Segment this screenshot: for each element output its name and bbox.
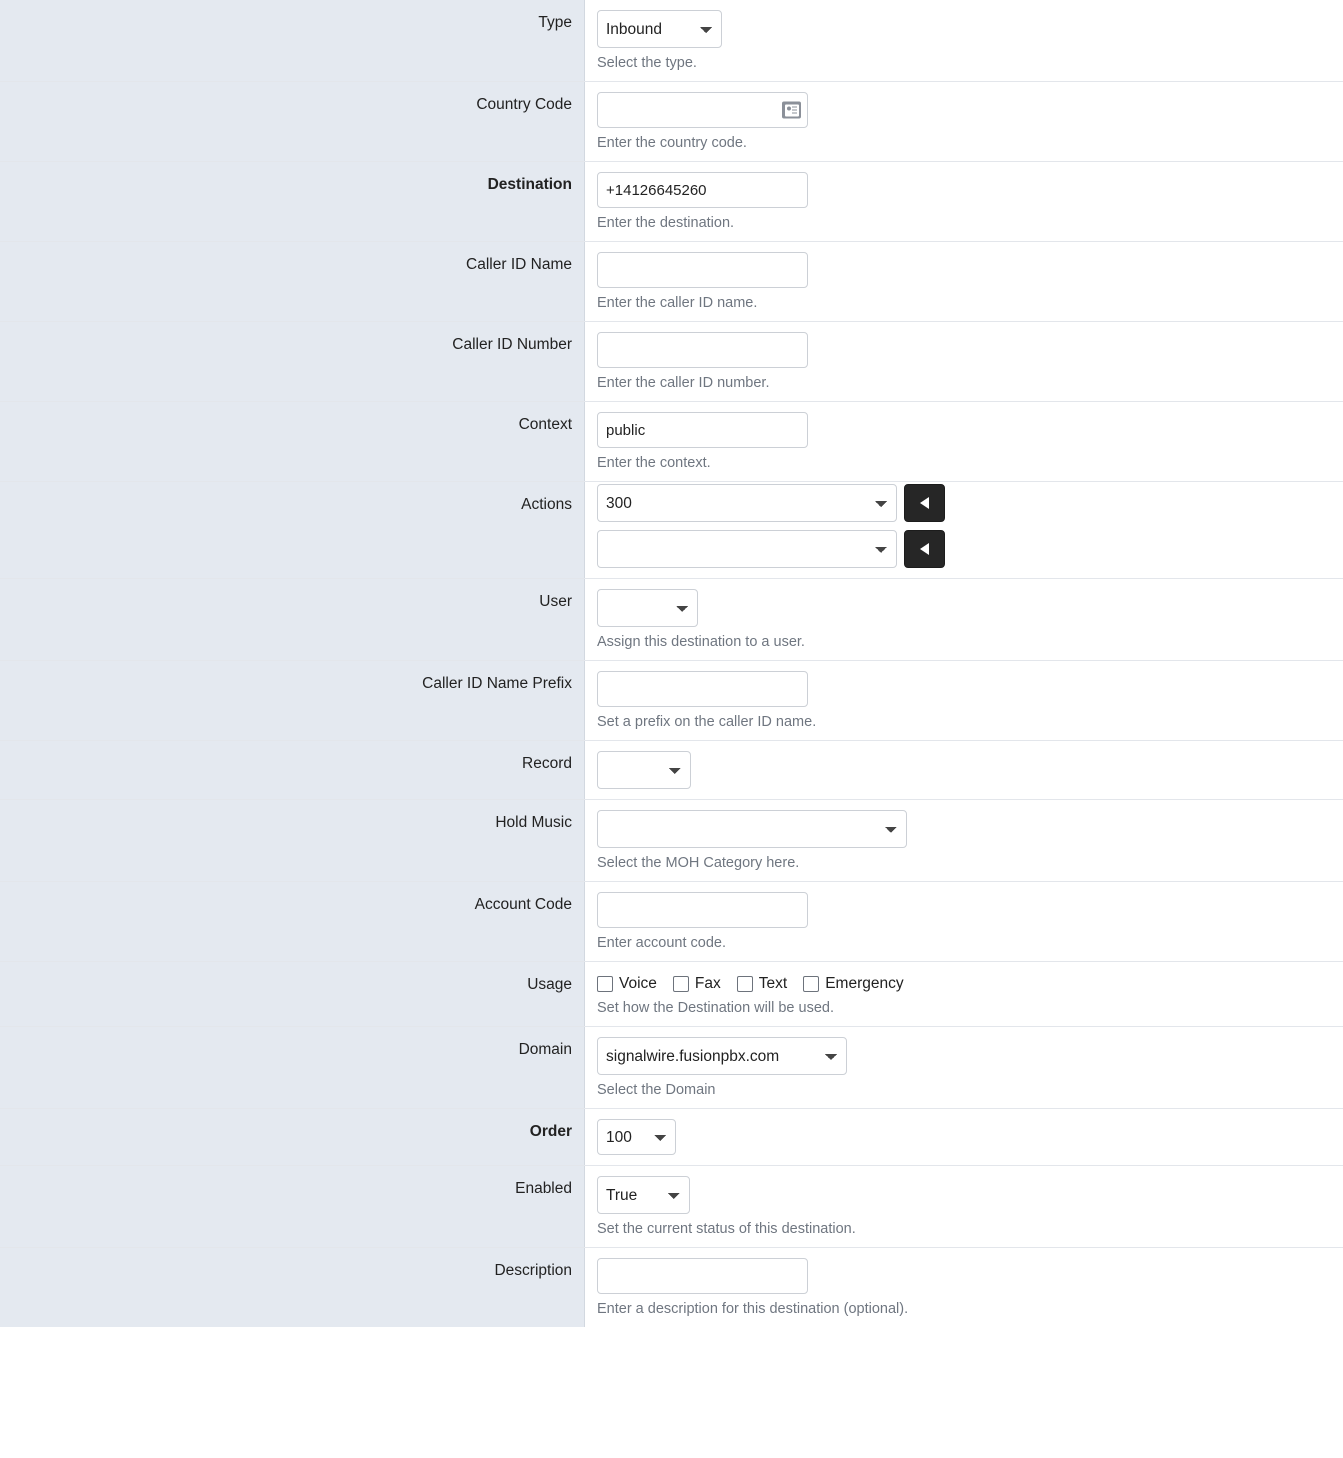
form-row-enabled [0, 1166, 1343, 1248]
usage-emergency-checkbox[interactable] [803, 976, 819, 992]
context-input[interactable] [597, 412, 808, 448]
label-user: User [0, 579, 585, 660]
label-caller-id-number: Caller ID Number [0, 322, 585, 401]
action-select-2[interactable] [597, 530, 897, 568]
hint-description: Enter a description for this destination (optional). [597, 1301, 909, 1317]
form-row-destination [0, 162, 1343, 242]
form-row-record [0, 741, 1343, 800]
country-code-input[interactable] [597, 92, 808, 128]
hint-country-code: Enter the country code. [597, 135, 747, 151]
form-row-account-code [0, 882, 1343, 962]
field-enabled [585, 1166, 1343, 1247]
label-enabled: Enabled [0, 1166, 585, 1247]
form-row-caller-id-number [0, 322, 1343, 402]
enabled-select[interactable] [597, 1176, 690, 1214]
hint-caller-id-number: Enter the caller ID number. [597, 375, 770, 391]
form-row-user [0, 579, 1343, 661]
field-country-code [585, 82, 1343, 161]
form-row-hold-music [0, 800, 1343, 882]
caller-id-number-input[interactable] [597, 332, 808, 368]
action-row-2 [597, 530, 1343, 568]
label-account-code: Account Code [0, 882, 585, 961]
label-description: Description [0, 1248, 585, 1327]
field-type [585, 0, 1343, 81]
field-caller-id-number [585, 322, 1343, 401]
user-select[interactable] [597, 589, 698, 627]
label-caller-id-name: Caller ID Name [0, 242, 585, 321]
caller-id-name-prefix-input[interactable] [597, 671, 808, 707]
label-usage: Usage [0, 962, 585, 1026]
action-select-1[interactable] [597, 484, 897, 522]
usage-fax-checkbox[interactable] [673, 976, 689, 992]
field-account-code [585, 882, 1343, 961]
label-domain: Domain [0, 1027, 585, 1108]
label-caller-id-name-prefix: Caller ID Name Prefix [0, 661, 585, 740]
play-left-icon [920, 497, 929, 509]
label-type: Type [0, 0, 585, 81]
hint-caller-id-name: Enter the caller ID name. [597, 295, 758, 311]
label-record: Record [0, 741, 585, 799]
usage-checkbox-group [597, 972, 1343, 993]
field-description [585, 1248, 1343, 1327]
record-select[interactable] [597, 751, 691, 789]
form-row-caller-id-name-prefix [0, 661, 1343, 741]
hint-account-code: Enter account code. [597, 935, 726, 951]
usage-voice-checkbox[interactable] [597, 976, 613, 992]
hint-enabled: Set the current status of this destination. [597, 1221, 856, 1237]
field-context [585, 402, 1343, 481]
form-row-caller-id-name [0, 242, 1343, 322]
field-record [585, 741, 1343, 799]
field-actions [585, 482, 1343, 578]
label-actions: Actions [0, 482, 585, 578]
form-row-description [0, 1248, 1343, 1327]
account-code-input[interactable] [597, 892, 808, 928]
usage-emergency-item[interactable] [803, 975, 903, 993]
usage-text-label[interactable]: Text [758, 975, 788, 992]
field-hold-music [585, 800, 1343, 881]
hint-destination: Enter the destination. [597, 215, 735, 231]
label-context: Context [0, 402, 585, 481]
form-row-context [0, 402, 1343, 482]
hint-usage: Set how the Destination will be used. [597, 1000, 834, 1016]
order-select[interactable] [597, 1119, 676, 1155]
usage-text-checkbox[interactable] [737, 976, 753, 992]
hint-domain: Select the Domain [597, 1082, 716, 1098]
usage-fax-item[interactable] [673, 975, 721, 993]
usage-voice-item[interactable] [597, 975, 657, 993]
label-country-code: Country Code [0, 82, 585, 161]
label-hold-music: Hold Music [0, 800, 585, 881]
field-caller-id-name-prefix [585, 661, 1343, 740]
caller-id-name-input[interactable] [597, 252, 808, 288]
action-play-button-1[interactable] [904, 484, 945, 522]
description-input[interactable] [597, 1258, 808, 1294]
action-play-button-2[interactable] [904, 530, 945, 568]
destination-input[interactable] [597, 172, 808, 208]
usage-fax-label[interactable]: Fax [694, 975, 721, 992]
hint-caller-id-name-prefix: Set a prefix on the caller ID name. [597, 714, 817, 730]
usage-text-item[interactable] [737, 975, 787, 993]
type-select[interactable] [597, 10, 722, 48]
field-usage [585, 962, 1343, 1026]
form-row-domain [0, 1027, 1343, 1109]
form-row-type [0, 0, 1343, 82]
field-order [585, 1109, 1343, 1165]
hold-music-select[interactable] [597, 810, 907, 848]
usage-emergency-label[interactable]: Emergency [825, 975, 904, 992]
hint-context: Enter the context. [597, 455, 711, 471]
field-user [585, 579, 1343, 660]
field-caller-id-name [585, 242, 1343, 321]
play-left-icon [920, 543, 929, 555]
country-code-wrapper [597, 92, 808, 128]
label-destination: Destination [0, 162, 585, 241]
label-order: Order [0, 1109, 585, 1165]
hint-type: Select the type. [597, 55, 697, 71]
domain-select[interactable] [597, 1037, 847, 1075]
field-destination [585, 162, 1343, 241]
hint-user: Assign this destination to a user. [597, 634, 805, 650]
contact-card-icon[interactable] [782, 102, 801, 119]
field-domain [585, 1027, 1343, 1108]
form-row-usage [0, 962, 1343, 1027]
form-row-order [0, 1109, 1343, 1166]
hint-hold-music: Select the MOH Category here. [597, 855, 800, 871]
usage-voice-label[interactable]: Voice [619, 975, 657, 992]
form-row-country-code [0, 82, 1343, 162]
action-row-1 [597, 484, 1343, 522]
form-row-actions [0, 482, 1343, 579]
